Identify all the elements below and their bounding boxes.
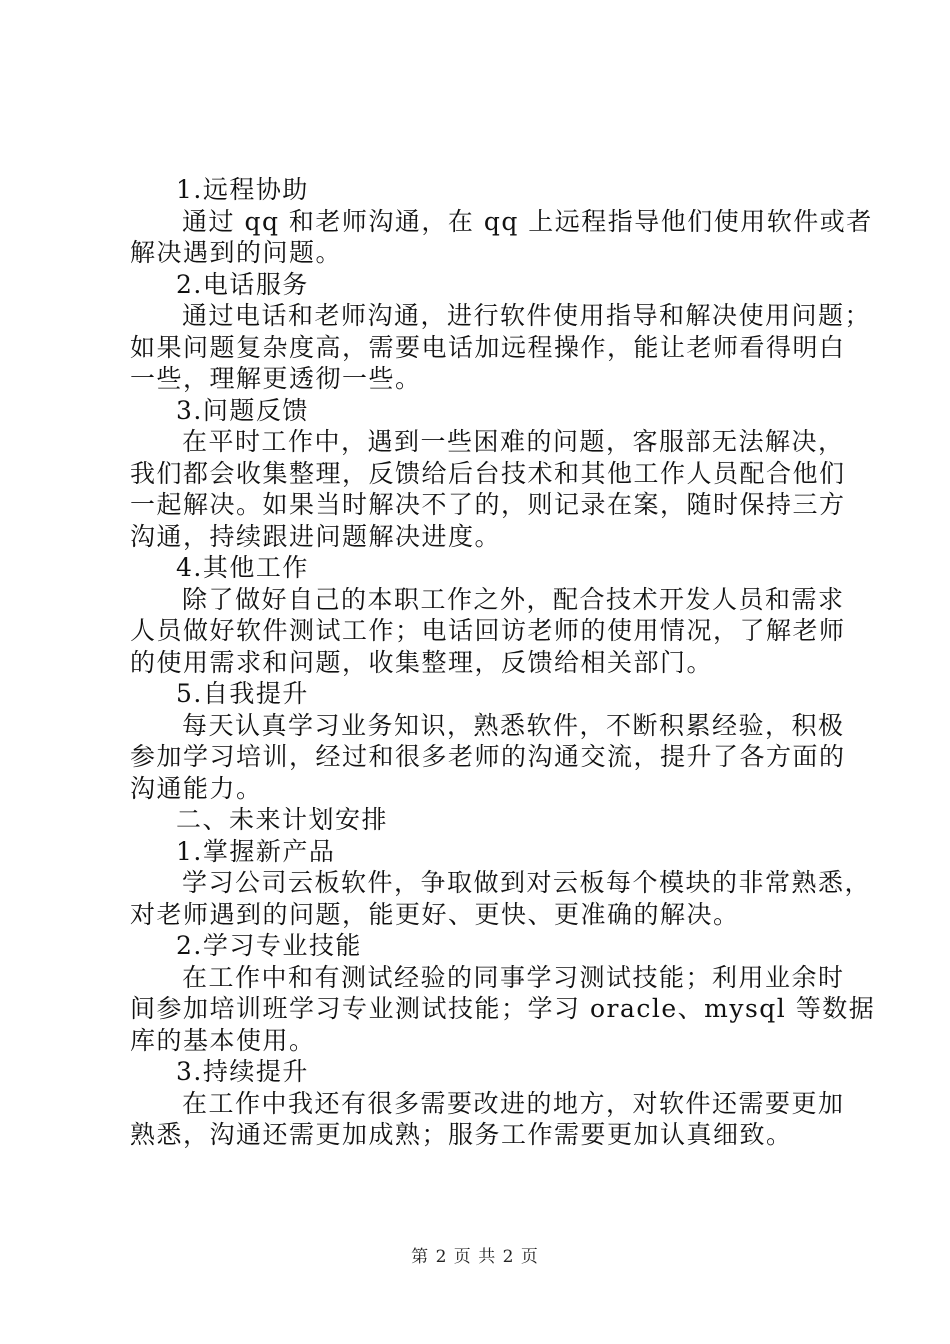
paragraph-line: 熟悉，沟通还需更加成熟；服务工作需要更加认真细致。 bbox=[130, 1120, 793, 1149]
heading-new-product: 1.掌握新产品 bbox=[176, 836, 336, 866]
paragraph-line: 解决遇到的问题。 bbox=[130, 238, 343, 267]
section-title-future-plan: 二、未来计划安排 bbox=[176, 805, 389, 834]
paragraph-line: 在工作中和有测试经验的同事学习测试技能；利用业余时 bbox=[182, 962, 845, 992]
paragraph-line: 参加学习培训，经过和很多老师的沟通交流，提升了各方面的 bbox=[130, 742, 846, 771]
heading-phone-service: 2.电话服务 bbox=[176, 269, 309, 299]
paragraph-line: 对老师遇到的问题，能更好、更快、更准确的解决。 bbox=[130, 899, 740, 929]
heading-continuous-improvement: 3.持续提升 bbox=[176, 1057, 309, 1086]
page-footer: 第 2 页 共 2 页 bbox=[411, 1247, 539, 1267]
paragraph-line: 在平时工作中，遇到一些困难的问题，客服部无法解决， bbox=[182, 427, 845, 456]
heading-feedback: 3.问题反馈 bbox=[176, 395, 309, 425]
heading-other-work: 4.其他工作 bbox=[176, 553, 309, 582]
paragraph-line: 库的基本使用。 bbox=[130, 1025, 316, 1055]
paragraph-line: 我们都会收集整理，反馈给后台技术和其他工作人员配合他们 bbox=[130, 458, 846, 488]
paragraph-line: 如果问题复杂度高，需要电话加远程操作，能让老师看得明白 bbox=[130, 332, 846, 362]
paragraph-line: 一起解决。如果当时解决不了的，则记录在案，随时保持三方 bbox=[130, 490, 846, 519]
heading-remote-assist: 1.远程协助 bbox=[176, 175, 309, 204]
paragraph-line: 除了做好自己的本职工作之外，配合技术开发人员和需求 bbox=[182, 584, 845, 614]
paragraph-line: 沟通能力。 bbox=[130, 773, 263, 803]
paragraph-line: 通过电话和老师沟通，进行软件使用指导和解决使用问题； bbox=[182, 301, 872, 330]
paragraph-line: 间参加培训班学习专业测试技能；学习 oracle、mysql 等数据 bbox=[130, 994, 876, 1023]
paragraph-line: 在工作中我还有很多需要改进的地方，对软件还需要更加 bbox=[182, 1088, 845, 1118]
document-body bbox=[130, 174, 876, 1151]
paragraph-line: 每天认真学习业务知识，熟悉软件，不断积累经验，积极 bbox=[182, 710, 845, 740]
paragraph-line: 学习公司云板软件，争取做到对云板每个模块的非常熟悉， bbox=[182, 868, 872, 897]
heading-professional-skills: 2.学习专业技能 bbox=[176, 931, 362, 960]
paragraph-line: 一些，理解更透彻一些。 bbox=[130, 364, 422, 393]
paragraph-line: 沟通，持续跟进问题解决进度。 bbox=[130, 521, 502, 551]
paragraph-line: 的使用需求和问题，收集整理，反馈给相关部门。 bbox=[130, 647, 714, 677]
heading-self-improvement: 5.自我提升 bbox=[176, 679, 309, 708]
paragraph-line: 通过 qq 和老师沟通，在 qq 上远程指导他们使用软件或者 bbox=[182, 206, 873, 236]
paragraph-line: 人员做好软件测试工作；电话回访老师的使用情况，了解老师 bbox=[130, 616, 846, 645]
